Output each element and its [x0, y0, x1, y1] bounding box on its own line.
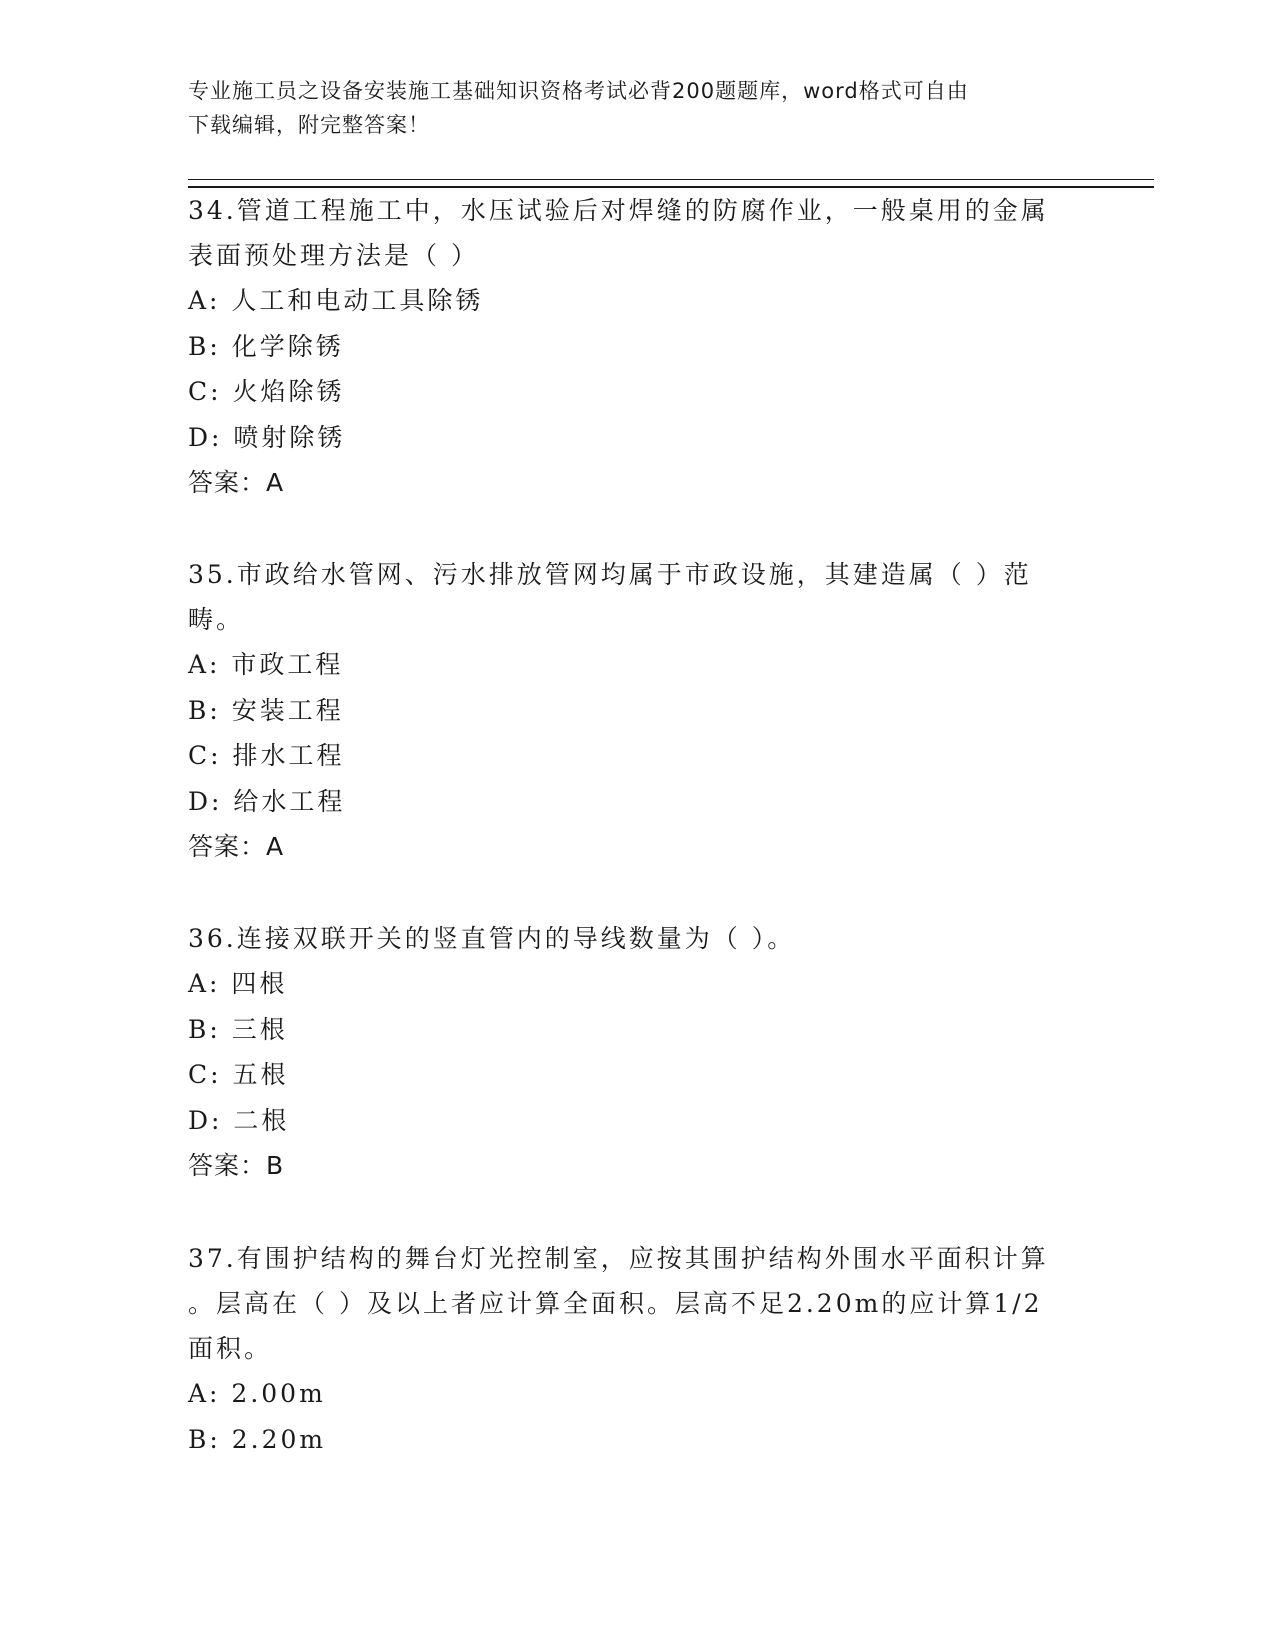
answer-text: 答案：B — [188, 1151, 285, 1180]
question-35 — [188, 552, 1088, 869]
option-c: C: 火焰除锈 — [188, 377, 345, 406]
document-header — [188, 74, 1088, 142]
question-text-line: 畴。 — [188, 605, 245, 634]
option-c: C: 五根 — [188, 1060, 289, 1089]
option-d: D: 喷射除锈 — [188, 422, 346, 452]
answer-text: 答案：A — [188, 832, 285, 861]
question-34 — [188, 188, 1088, 505]
option-b: B: 安装工程 — [188, 695, 344, 725]
option-a: A: 四根 — [188, 969, 288, 998]
question-text-line: 37.有围护结构的舞台灯光控制室，应按其围护结构外围水平面积计算 — [188, 1244, 1049, 1273]
header-line-1: 专业施工员之设备安装施工基础知识资格考试必背200题题库，word格式可自由 — [188, 79, 969, 103]
option-b: B: 三根 — [188, 1014, 288, 1044]
question-36 — [188, 916, 1088, 1188]
header-line-2: 下载编辑，附完整答案！ — [188, 113, 430, 137]
question-text-line: 34.管道工程施工中，水压试验后对焊缝的防腐作业，一般桌用的金属 — [188, 196, 1049, 225]
question-text-line: 面积。 — [188, 1334, 273, 1363]
answer-text: 答案：A — [188, 468, 285, 497]
question-text-line: 表面预处理方法是（ ） — [188, 241, 479, 270]
option-b: B: 化学除锈 — [188, 331, 344, 361]
option-d: D: 二根 — [188, 1105, 290, 1135]
option-b: B: 2.20m — [188, 1424, 327, 1454]
question-37 — [188, 1236, 1088, 1462]
header-divider — [188, 179, 1154, 188]
option-c: C: 排水工程 — [188, 741, 345, 770]
option-a: A: 人工和电动工具除锈 — [188, 286, 484, 315]
question-text-line: 。层高在（ ）及以上者应计算全面积。层高不足2.20m的应计算1/2 — [188, 1289, 1043, 1318]
option-a: A: 2.00m — [188, 1379, 326, 1408]
question-text-line: 36.连接双联开关的竖直管内的导线数量为（ ）。 — [188, 924, 796, 953]
question-text-line: 35.市政给水管网、污水排放管网均属于市政设施，其建造属（ ）范 — [188, 560, 1032, 589]
option-d: D: 给水工程 — [188, 786, 346, 816]
option-a: A: 市政工程 — [188, 650, 344, 679]
